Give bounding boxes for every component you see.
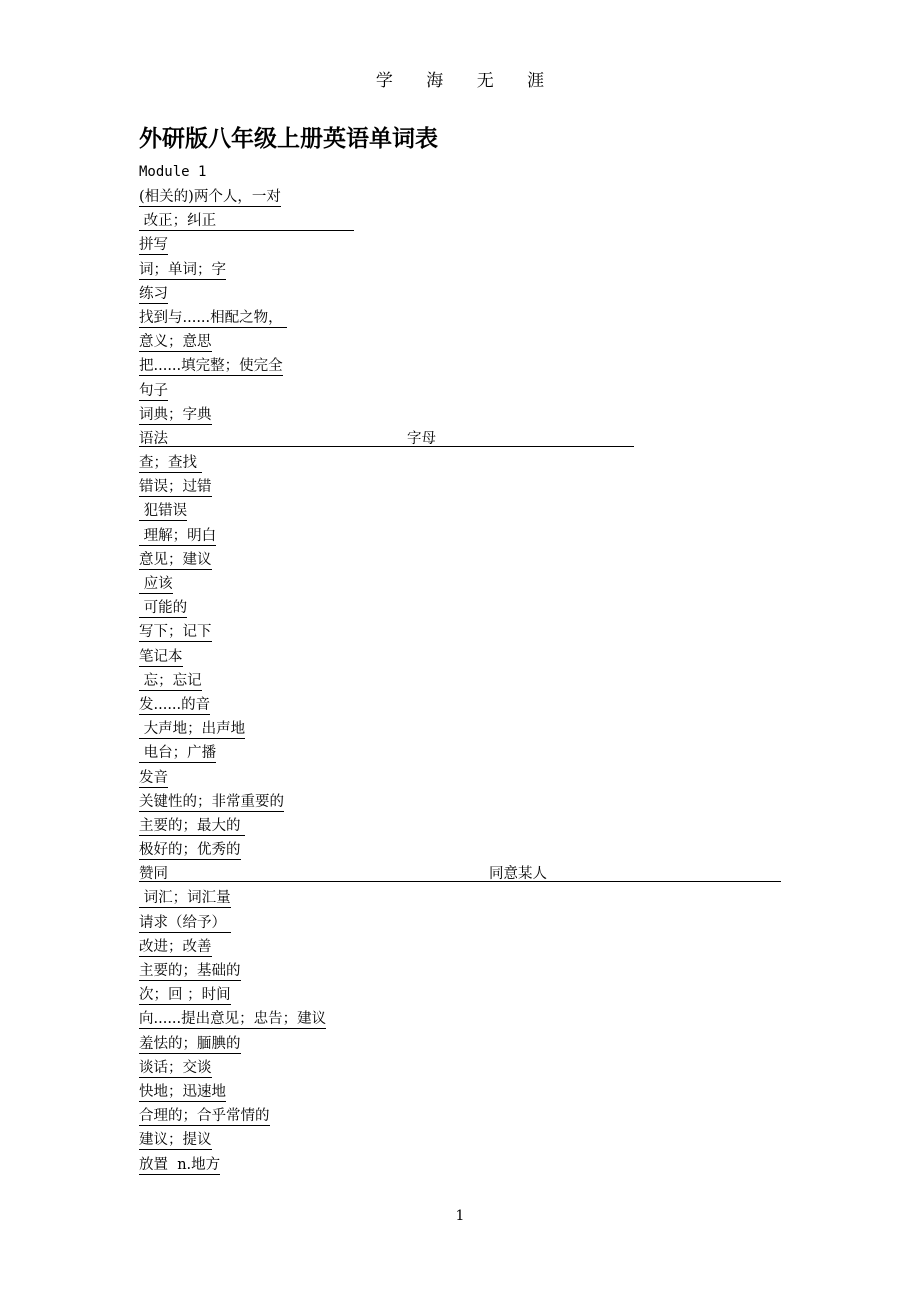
vocabulary-list [139, 185, 547, 1177]
entry-meaning: 极好的；优秀的 [139, 842, 241, 859]
vocabulary-entry [139, 862, 547, 886]
entry-meaning: 语法 [139, 430, 168, 447]
entry-meaning: 次；回 ；时间 [139, 987, 231, 1004]
entry-meaning: 词典；字典 [139, 406, 212, 423]
vocabulary-entry [139, 1056, 354, 1080]
vocabulary-entry [139, 524, 354, 548]
vocabulary-entry [139, 1128, 354, 1152]
vocabulary-entry [139, 766, 354, 790]
entry-meaning: 建议；提议 [139, 1132, 212, 1149]
entry-meaning: 写下；记下 [139, 624, 212, 641]
entry-meaning: 大声地；出声地 [139, 721, 246, 738]
module-heading: Module 1 [139, 164, 207, 180]
vocabulary-entry [139, 330, 354, 354]
entry-meaning: 发......的音 [139, 696, 211, 713]
vocabulary-entry [139, 669, 354, 693]
page-header: 学 海 无 涯 [375, 71, 559, 91]
entry-meaning: 拼写 [139, 237, 168, 254]
entry-meaning: 词；单词；字 [139, 261, 226, 278]
entry-meaning-secondary: 同意某人 [489, 866, 547, 883]
vocabulary-entry [139, 741, 354, 765]
vocabulary-entry [139, 282, 354, 306]
vocabulary-entry [139, 1032, 354, 1056]
vocabulary-entry [139, 1153, 354, 1177]
entry-meaning: 主要的；基础的 [139, 963, 241, 979]
entry-meaning: 可能的 [139, 600, 188, 617]
entry-meaning: 犯错误 [139, 503, 188, 520]
vocabulary-entry [139, 209, 354, 233]
vocabulary-entry [139, 596, 354, 620]
vocabulary-entry [139, 814, 354, 838]
entry-meaning: 查；查找 [139, 455, 202, 472]
vocabulary-entry [139, 451, 354, 475]
entry-meaning: 电台；广播 [139, 745, 217, 762]
vocabulary-entry [139, 306, 354, 330]
vocabulary-entry [139, 403, 354, 427]
entry-meaning-secondary: 字母 [407, 430, 436, 447]
vocabulary-entry [139, 427, 436, 451]
entry-meaning: 主要的；最大的 [139, 817, 246, 834]
entry-meaning: 合理的；合乎常情的 [139, 1108, 270, 1125]
entry-meaning: 笔记本 [139, 648, 183, 665]
vocabulary-entry [139, 258, 354, 282]
vocabulary-entry [139, 935, 354, 959]
vocabulary-entry [139, 233, 354, 257]
vocabulary-entry [139, 499, 354, 523]
vocabulary-entry [139, 886, 354, 910]
entry-meaning: 改进；改善 [139, 938, 212, 955]
vocabulary-entry [139, 620, 354, 644]
entry-meaning: 改正；纠正 [139, 212, 354, 231]
entry-meaning: (相关的)两个人，一对 [139, 189, 281, 205]
entry-meaning: 理解；明白 [139, 527, 217, 544]
entry-meaning: 忘；忘记 [139, 672, 202, 689]
vocabulary-entry [139, 354, 354, 378]
vocabulary-entry [139, 1007, 354, 1031]
entry-meaning: 把......填完整；使完全 [139, 358, 283, 375]
vocabulary-entry [139, 475, 354, 499]
entry-meaning: 谈话；交谈 [139, 1059, 212, 1076]
entry-meaning: 关键性的；非常重要的 [139, 793, 284, 810]
entry-meaning: 请求（给予） [139, 914, 231, 931]
vocabulary-entry [139, 790, 354, 814]
entry-meaning: 放置 n.地方 [139, 1156, 221, 1173]
vocabulary-entry [139, 645, 354, 669]
entry-meaning: 句子 [139, 382, 168, 399]
entry-meaning: 意见；建议 [139, 551, 212, 568]
vocabulary-entry [139, 959, 354, 983]
entry-meaning: 意义；意思 [139, 334, 212, 351]
entry-meaning: 练习 [139, 285, 168, 302]
entry-meaning: 错误；过错 [139, 479, 212, 496]
entry-meaning: 找到与......相配之物， [139, 309, 288, 326]
entry-meaning: 发音 [139, 769, 168, 786]
entry-meaning: 应该 [139, 576, 173, 592]
vocabulary-entry [139, 838, 354, 862]
entry-meaning: 向......提出意见；忠告；建议 [139, 1011, 327, 1028]
document-title: 外研版八年级上册英语单词表 [139, 125, 438, 152]
vocabulary-entry [139, 1080, 354, 1104]
vocabulary-entry [139, 1104, 354, 1128]
vocabulary-entry [139, 693, 354, 717]
vocabulary-entry [139, 911, 354, 935]
entry-meaning: 羞怯的；腼腆的 [139, 1035, 241, 1052]
vocabulary-entry [139, 548, 354, 572]
vocabulary-entry [139, 717, 354, 741]
entry-meaning: 赞同 [139, 866, 168, 883]
entry-meaning: 词汇；词汇量 [139, 890, 231, 907]
vocabulary-entry [139, 983, 354, 1007]
page-number: 1 [455, 1208, 465, 1224]
vocabulary-entry [139, 379, 354, 403]
entry-meaning: 快地；迅速地 [139, 1083, 226, 1100]
vocabulary-entry [139, 572, 354, 596]
vocabulary-entry [139, 185, 354, 209]
